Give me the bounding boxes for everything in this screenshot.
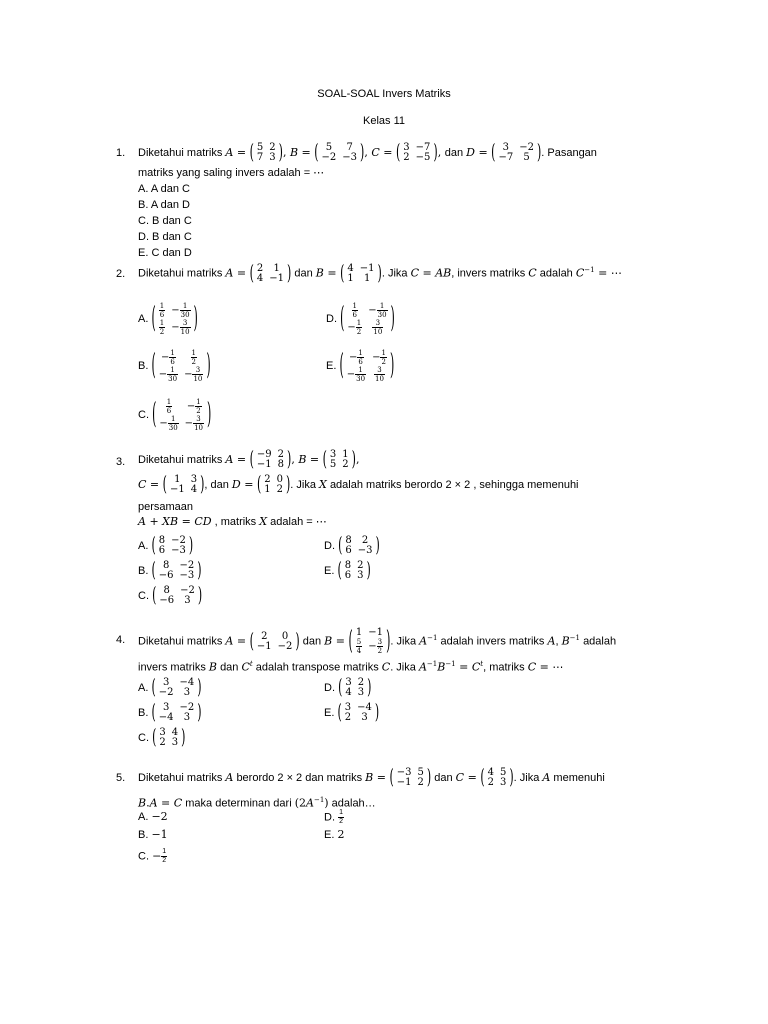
matrix-entry: −1: [256, 459, 272, 470]
matrix-entry: −7: [415, 142, 431, 153]
option-a: A. ( 3 −4 −2 3 ): [138, 674, 202, 700]
matrix-entry: −6: [158, 570, 174, 581]
matrix-entry: −4: [158, 712, 174, 723]
matrix-entry: −1: [269, 272, 285, 284]
option-c: C. − $\frac{1}{2}$: [138, 848, 167, 864]
question-1-line-2: matriks yang saling invers adalah = ⋯: [138, 167, 325, 179]
option-e-matrix: ( − $\frac{1}{6}$ − $\frac{1}{2}$ − $\frac{1}{30}$ $\frac{3}{10}$ ): [339, 347, 395, 383]
option-b: B. ( − $\frac{1}{6}$ $\frac{1}{2}$ − $\frac{1}{30}$ − $\frac{3}{10}$ ): [138, 347, 211, 383]
option-c: C. ( $\frac{1}{6}$ − $\frac{1}{2}$ − $\frac{1}{30}$ − $\frac{3}{10}$ ): [138, 396, 212, 432]
matrix-entry: −5: [415, 152, 431, 163]
option-c: C. ( 3 4 2 3 ): [138, 724, 186, 750]
matrix-entry: 3: [361, 712, 368, 723]
matrix-entry: 3: [162, 677, 170, 688]
matrix-entry: 2: [361, 535, 369, 546]
question-1-line-1: Diketahui matriks A = ( 5 2 7 3 ), B = ( 5 7 −2 −3 ), C = ( 3 −7 2 −5 ), dan D = ( 3 −2 −7 5 ). Pasangan: [138, 139, 597, 165]
option-b: B. ( 8 −2 −6 −3 ): [138, 557, 202, 583]
matrix-entry: −2: [321, 152, 337, 163]
matrix-entry: 3: [499, 777, 507, 788]
matrix-entry: 1: [342, 449, 349, 460]
matrix-entry: 4: [347, 262, 354, 274]
matrix-entry: 4: [345, 687, 352, 698]
matrix-entry: 3: [357, 570, 364, 581]
matrix-d: ( 2 0 1 2 ): [256, 471, 291, 497]
matrix-entry: −1: [396, 777, 412, 788]
matrix-entry: 2: [261, 630, 268, 642]
matrix-entry: −3: [179, 570, 195, 581]
matrix-entry: 2: [159, 737, 166, 748]
matrix: ( 3 −2 −4 3 ): [151, 699, 202, 725]
document-subtitle: Kelas 11: [363, 115, 405, 127]
matrix-entry: 6: [158, 545, 166, 556]
matrix-entry: 2: [277, 449, 285, 460]
matrix-entry: −3: [357, 545, 373, 556]
matrix-entry: 3: [190, 474, 198, 485]
option-d-matrix: ( $\frac{1}{6}$ − $\frac{1}{30}$ − $\frac{1}{2}$ $\frac{3}{10}$ ): [340, 300, 395, 336]
question-3-line-3: persamaan: [138, 501, 194, 513]
matrix-entry: 8: [277, 459, 285, 470]
option-c-matrix: ( $\frac{1}{6}$ − $\frac{1}{2}$ − $\frac{1}{30}$ − $\frac{3}{10}$ ): [152, 396, 212, 432]
document-title: SOAL-SOAL Invers Matriks: [317, 88, 451, 100]
matrix-b: ( 1 −1 $\frac{5}{4}$ − $\frac{3}{2}$ ): [348, 624, 391, 656]
matrix: ( 3 −4 −2 3 ): [151, 674, 202, 700]
matrix-entry: 8: [163, 585, 170, 596]
option-e: E. C dan D: [138, 247, 192, 259]
matrix-entry: 4: [171, 727, 179, 738]
matrix-entry: 3: [329, 449, 337, 460]
question-number: 3.: [116, 456, 126, 468]
question-3-line-4: A + XB = CD , matriks X adalah = ⋯: [138, 515, 327, 528]
option-a: A. ( $\frac{1}{6}$ − $\frac{1}{30}$ $\frac{1}{2}$ − $\frac{3}{10}$ ): [138, 300, 198, 336]
matrix-entry: 3: [357, 687, 365, 698]
matrix-entry: −2: [179, 702, 195, 713]
matrix-entry: 3: [502, 142, 510, 153]
matrix-entry: 1: [347, 272, 354, 284]
matrix: ( 8 −2 −6 3 ): [152, 582, 203, 608]
matrix-entry: −2: [158, 687, 174, 698]
matrix-entry: −6: [159, 595, 175, 606]
matrix-entry: 3: [184, 595, 191, 606]
matrix-b: ( 4 −1 1 1 ): [340, 260, 382, 286]
option-d: D. $\frac{1}{2}$: [324, 809, 343, 825]
option-c: C. B dan C: [138, 215, 192, 227]
matrix-entry: 2: [264, 474, 271, 485]
matrix-entry: 2: [269, 142, 276, 153]
matrix-entry: 5: [325, 142, 333, 153]
matrix: ( 3 2 4 3 ): [338, 674, 372, 700]
option-d: D. ( $\frac{1}{6}$ − $\frac{1}{30}$ − $\frac{1}{2}$ $\frac{3}{10}$ ): [326, 300, 395, 336]
matrix-entry: 3: [159, 727, 166, 738]
question-2-line-1: Diketahui matriks A = ( 2 1 4 −1 ) dan B = ( 4 −1 1 1 ). Jika C = AB, invers matriks C adalah $C^{-1}$ = ⋯: [138, 260, 622, 286]
matrix-entry: 0: [281, 630, 289, 642]
matrix-b: ( 5 7 −2 −3 ): [314, 139, 365, 165]
option-e: E. 2: [324, 828, 345, 841]
option-d: D. ( 8 2 6 −3 ): [324, 532, 380, 558]
matrix-c: ( 1 3 −1 4 ): [162, 471, 205, 497]
matrix-entry: 3: [403, 142, 410, 153]
matrix-entry: 1: [273, 262, 280, 274]
matrix-entry: −4: [357, 702, 372, 713]
matrix-entry: 8: [158, 535, 166, 546]
matrix-a: ( 2 0 −1 −2 ): [249, 628, 300, 653]
matrix-a: ( 2 1 4 −1 ): [249, 260, 292, 286]
matrix-entry: 7: [256, 152, 264, 163]
matrix-entry: 1: [363, 272, 371, 284]
matrix-entry: −1: [169, 484, 185, 495]
matrix-entry: 2: [256, 262, 264, 274]
matrix-entry: 6: [344, 570, 352, 581]
matrix: ( 3 −4 2 3 ): [337, 699, 380, 725]
matrix-entry: 2: [342, 459, 349, 470]
question-number: 5.: [116, 772, 126, 784]
question-4-line-2: invers matriks B dan $C^t$ adalah transpose matriks C. Jika $A^{-1}B^{-1} = C^t$, matriks C = ⋯: [138, 660, 564, 674]
question-number: 4.: [116, 634, 126, 646]
matrix-entry: 2: [417, 777, 424, 788]
question-number: 1.: [116, 147, 126, 159]
matrix-entry: −1: [256, 640, 272, 652]
matrix-entry: 5: [329, 459, 337, 470]
matrix-entry: −3: [396, 767, 412, 778]
matrix-entry: 3: [162, 702, 170, 713]
matrix-entry: 3: [269, 152, 276, 163]
matrix-entry: 3: [345, 677, 352, 688]
option-e: E. ( 8 2 6 3 ): [324, 557, 371, 583]
matrix-c: ( 4 5 2 3 ): [480, 764, 514, 790]
question-5-line-1: Diketahui matriks A berordo 2 × 2 dan matriks B = ( −3 5 −1 2 ) dan C = ( 4 5 2 3 ). Jika A memenuhi: [138, 764, 605, 790]
option-e: E. ( 3 −4 2 3 ): [324, 699, 380, 725]
question-3-line-1: Diketahui matriks A = ( −9 2 −1 8 ), B = ( 3 1 5 2 ),: [138, 446, 360, 472]
matrix-entry: 2: [357, 677, 365, 688]
matrix-entry: −2: [171, 535, 186, 546]
option-b: B. A dan D: [138, 199, 190, 211]
matrix: ( 8 2 6 −3 ): [338, 532, 380, 558]
matrix-entry: −2: [277, 640, 293, 652]
option-d: D. B dan C: [138, 231, 192, 243]
matrix: ( 8 −2 −6 −3 ): [151, 557, 202, 583]
matrix-d: ( 3 −2 −7 5 ): [491, 139, 542, 165]
matrix-entry: 2: [487, 777, 494, 788]
matrix-entry: 5: [523, 152, 530, 163]
matrix-entry: 2: [344, 712, 352, 723]
matrix-entry: 6: [345, 545, 352, 556]
option-a: A. −2: [138, 810, 168, 823]
question-number: 2.: [116, 268, 126, 280]
matrix-entry: 8: [344, 560, 352, 571]
matrix-entry: 0: [276, 474, 283, 485]
option-e: E. ( − $\frac{1}{6}$ − $\frac{1}{2}$ − $\frac{1}{30}$ $\frac{3}{10}$ ): [326, 347, 395, 383]
matrix-entry: −9: [256, 449, 272, 460]
matrix-entry: 8: [162, 560, 170, 571]
question-3-line-2: C = ( 1 3 −1 4 ), dan D = ( 2 0 1 2 ). Jika X adalah matriks berordo 2 × 2 , sehingga memenuhi: [138, 471, 579, 497]
option-b-matrix: ( − $\frac{1}{6}$ $\frac{1}{2}$ − $\frac{1}{30}$ − $\frac{3}{10}$ ): [151, 347, 211, 383]
matrix-entry: 4: [256, 272, 264, 284]
question-5-line-2: B.A = C maka determinan dari $(2A^{-1})$ adalah…: [138, 796, 376, 810]
matrix: ( 8 2 6 3 ): [337, 557, 371, 583]
matrix-a: ( 5 2 7 3 ): [249, 139, 283, 165]
matrix-entry: −2: [179, 560, 195, 571]
option-c: C. ( 8 −2 −6 3 ): [138, 582, 203, 608]
option-a: A. ( 8 −2 6 −3 ): [138, 532, 194, 558]
matrix-entry: 5: [499, 767, 507, 778]
matrix-entry: 5: [256, 142, 264, 153]
option-a-matrix: ( $\frac{1}{6}$ − $\frac{1}{30}$ $\frac{1}{2}$ − $\frac{3}{10}$ ): [151, 300, 198, 336]
option-b: B. −1: [138, 828, 168, 841]
matrix-entry: 8: [345, 535, 352, 546]
option-b: B. ( 3 −2 −4 3 ): [138, 699, 202, 725]
matrix-entry: 3: [344, 702, 352, 713]
matrix-entry: −2: [519, 142, 534, 153]
matrix-entry: 2: [276, 484, 283, 495]
matrix-entry: 1: [264, 484, 271, 495]
matrix-entry: −1: [359, 262, 375, 274]
matrix-entry: 7: [346, 142, 353, 153]
matrix-entry: 4: [190, 484, 198, 495]
option-d: D. ( 3 2 4 3 ): [324, 674, 372, 700]
matrix: ( 8 −2 6 −3 ): [151, 532, 194, 558]
matrix-a: ( −9 2 −1 8 ): [249, 446, 292, 472]
matrix-entry: 3: [171, 737, 179, 748]
matrix-entry: 1: [174, 474, 181, 485]
matrix-entry: −3: [171, 545, 186, 556]
question-4-line-1: Diketahui matriks A = ( 2 0 −1 −2 ) dan B = ( 1 −1 $\frac{5}{4}$ − $\frac{3}{2}$ ). Jika $A^{-1}$ adalah invers matriks A, $B^{-1}$ adalah: [138, 624, 617, 656]
option-a: A. A dan C: [138, 183, 190, 195]
matrix-entry: 3: [183, 687, 191, 698]
matrix-entry: 4: [487, 767, 494, 778]
matrix-entry: −2: [180, 585, 195, 596]
matrix-entry: −3: [342, 152, 358, 163]
matrix-b: ( 3 1 5 2 ): [322, 446, 356, 472]
matrix-entry: 2: [357, 560, 364, 571]
matrix-entry: −4: [179, 677, 195, 688]
matrix-b: ( −3 5 −1 2 ): [389, 764, 432, 790]
matrix-entry: −7: [498, 152, 514, 163]
matrix-entry: 5: [417, 767, 424, 778]
matrix-entry: 2: [403, 152, 410, 163]
matrix-entry: 3: [183, 712, 191, 723]
matrix-c: ( 3 −7 2 −5 ): [395, 139, 438, 165]
matrix: ( 3 4 2 3 ): [152, 724, 186, 750]
